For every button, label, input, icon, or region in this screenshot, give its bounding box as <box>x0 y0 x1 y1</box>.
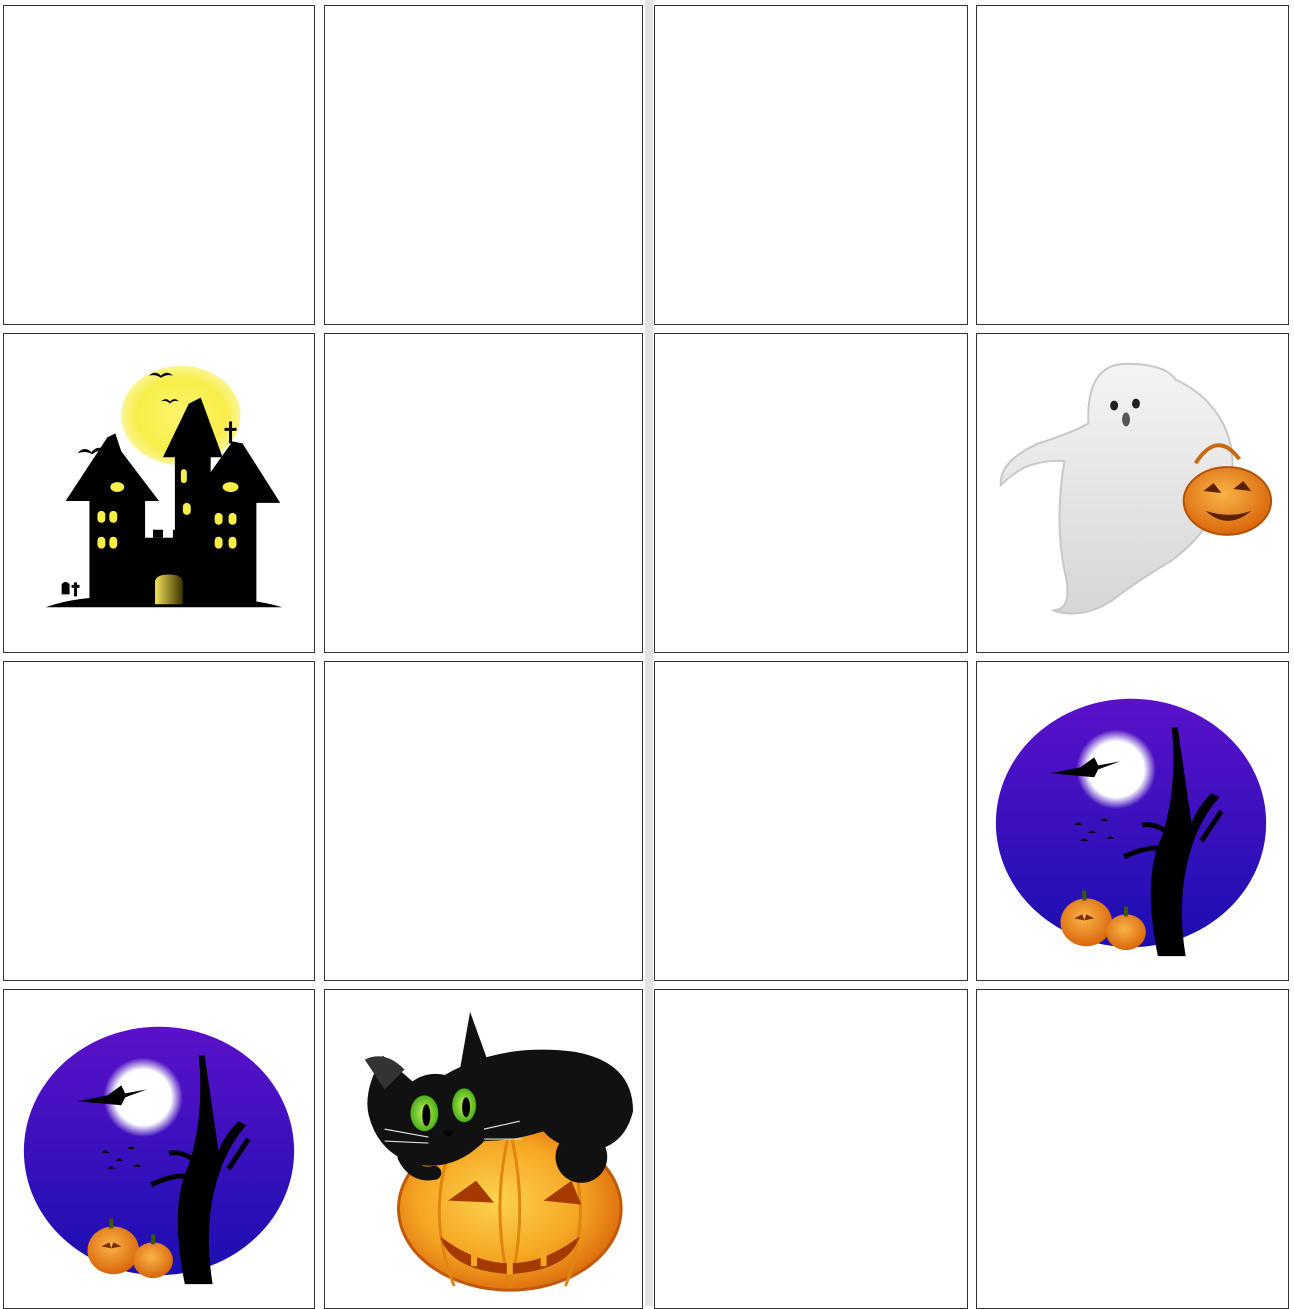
card-r2-c2[interactable] <box>324 333 643 653</box>
card-r1-c4[interactable] <box>976 5 1289 325</box>
card-r4-c4[interactable] <box>976 989 1289 1309</box>
card-r2-c1[interactable] <box>3 333 315 653</box>
card-r1-c2[interactable] <box>324 5 643 325</box>
black-cat-on-pumpkin-icon <box>325 990 642 1308</box>
card-r4-c2[interactable] <box>324 989 643 1309</box>
card-r4-c3[interactable] <box>654 989 968 1309</box>
board-gutter <box>645 0 653 1306</box>
card-r3-c3[interactable] <box>654 661 968 981</box>
witch-moon-tree-icon <box>977 662 1288 980</box>
card-r3-c1[interactable] <box>3 661 315 981</box>
witch-moon-tree-icon <box>4 990 314 1308</box>
haunted-castle-icon <box>4 334 314 652</box>
ghost-with-pumpkin-basket-icon <box>977 334 1288 652</box>
card-r2-c3[interactable] <box>654 333 968 653</box>
card-r2-c4[interactable] <box>976 333 1289 653</box>
card-r3-c4[interactable] <box>976 661 1289 981</box>
card-r1-c1[interactable] <box>3 5 315 325</box>
card-r3-c2[interactable] <box>324 661 643 981</box>
card-r4-c1[interactable] <box>3 989 315 1309</box>
card-r1-c3[interactable] <box>654 5 968 325</box>
